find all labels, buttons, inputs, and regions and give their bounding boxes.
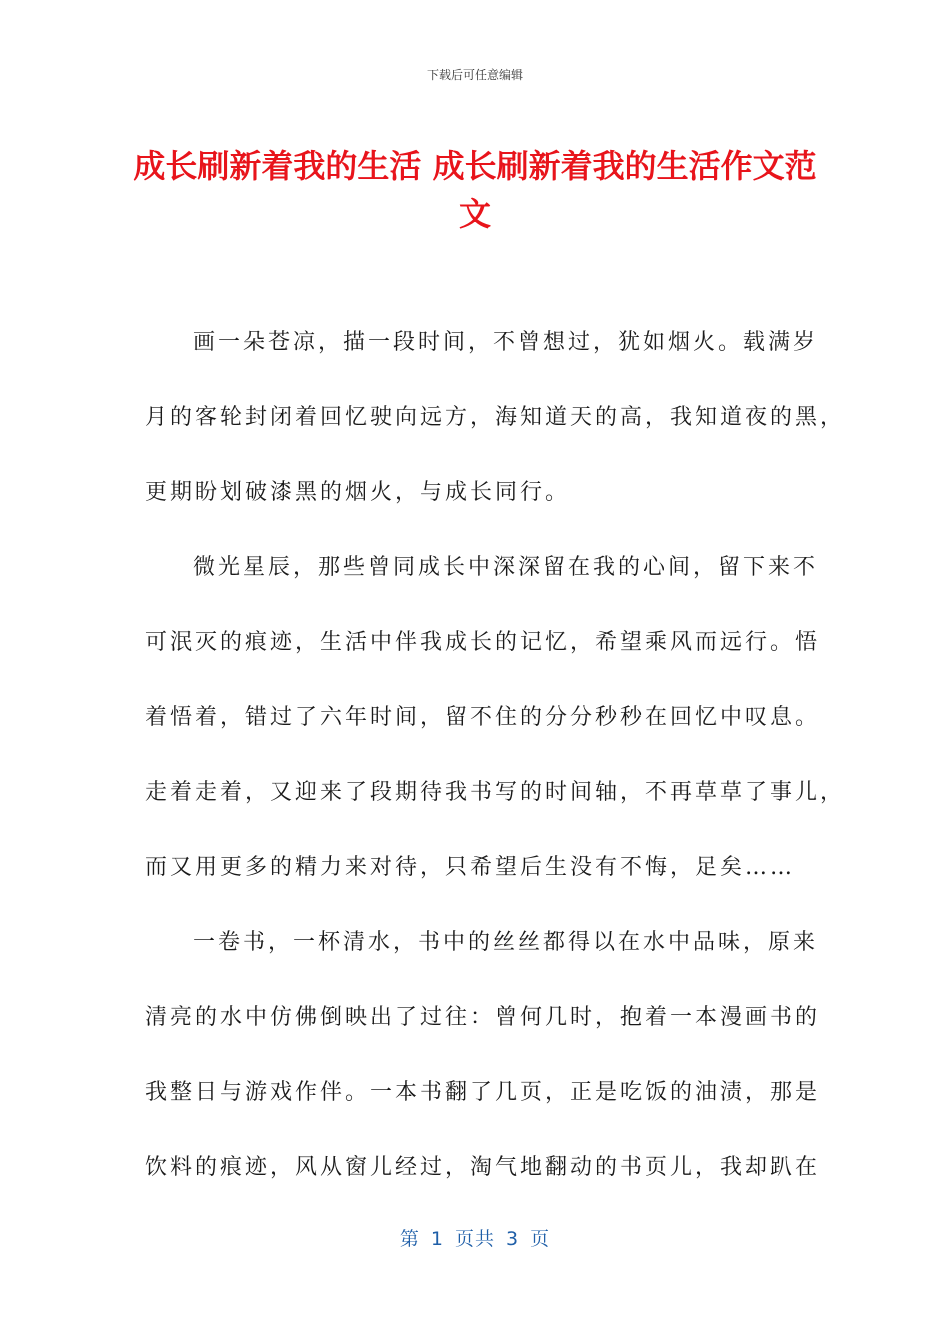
text-line: 微光星辰，那些曾同成长中深深留在我的心间，留下来不: [193, 555, 819, 580]
text-line: 月的客轮封闭着回忆驶向远方，海知道天的高，我知道夜的黑，: [145, 405, 846, 430]
text-line: 走着走着，又迎来了段期待我书写的时间轴，不再草草了事儿，: [145, 780, 846, 805]
text-line: 清亮的水中仿佛倒映出了过往：曾何几时，抱着一本漫画书的: [145, 1005, 821, 1030]
text-line: 一卷书，一杯清水，书中的丝丝都得以在水中品味，原来: [193, 930, 819, 955]
text-line: 饮料的痕迹，风从窗儿经过，淘气地翻动的书页儿，我却趴在: [145, 1155, 821, 1180]
text-line: 可泯灭的痕迹，生活中伴我成长的记忆，希望乘风而远行。悟: [145, 630, 821, 655]
header-note: 下载后可任意编辑: [426, 68, 523, 82]
page-footer: 第 1 页共 3 页: [399, 1228, 551, 1250]
document-title: 成长刷新着我的生活 成长刷新着我的生活作文范文: [133, 147, 817, 233]
text-line: 着悟着，错过了六年时间，留不住的分分秒秒在回忆中叹息。: [145, 705, 821, 730]
text-line: 画一朵苍凉，描一段时间，不曾想过，犹如烟火。载满岁: [193, 330, 819, 355]
text-line: 而又用更多的精力来对待，只希望后生没有不悔，足矣……: [145, 855, 796, 880]
text-line: 更期盼划破漆黑的烟火，与成长同行。: [145, 480, 571, 505]
text-line: 我整日与游戏作伴。一本书翻了几页，正是吃饭的油渍，那是: [145, 1080, 821, 1105]
